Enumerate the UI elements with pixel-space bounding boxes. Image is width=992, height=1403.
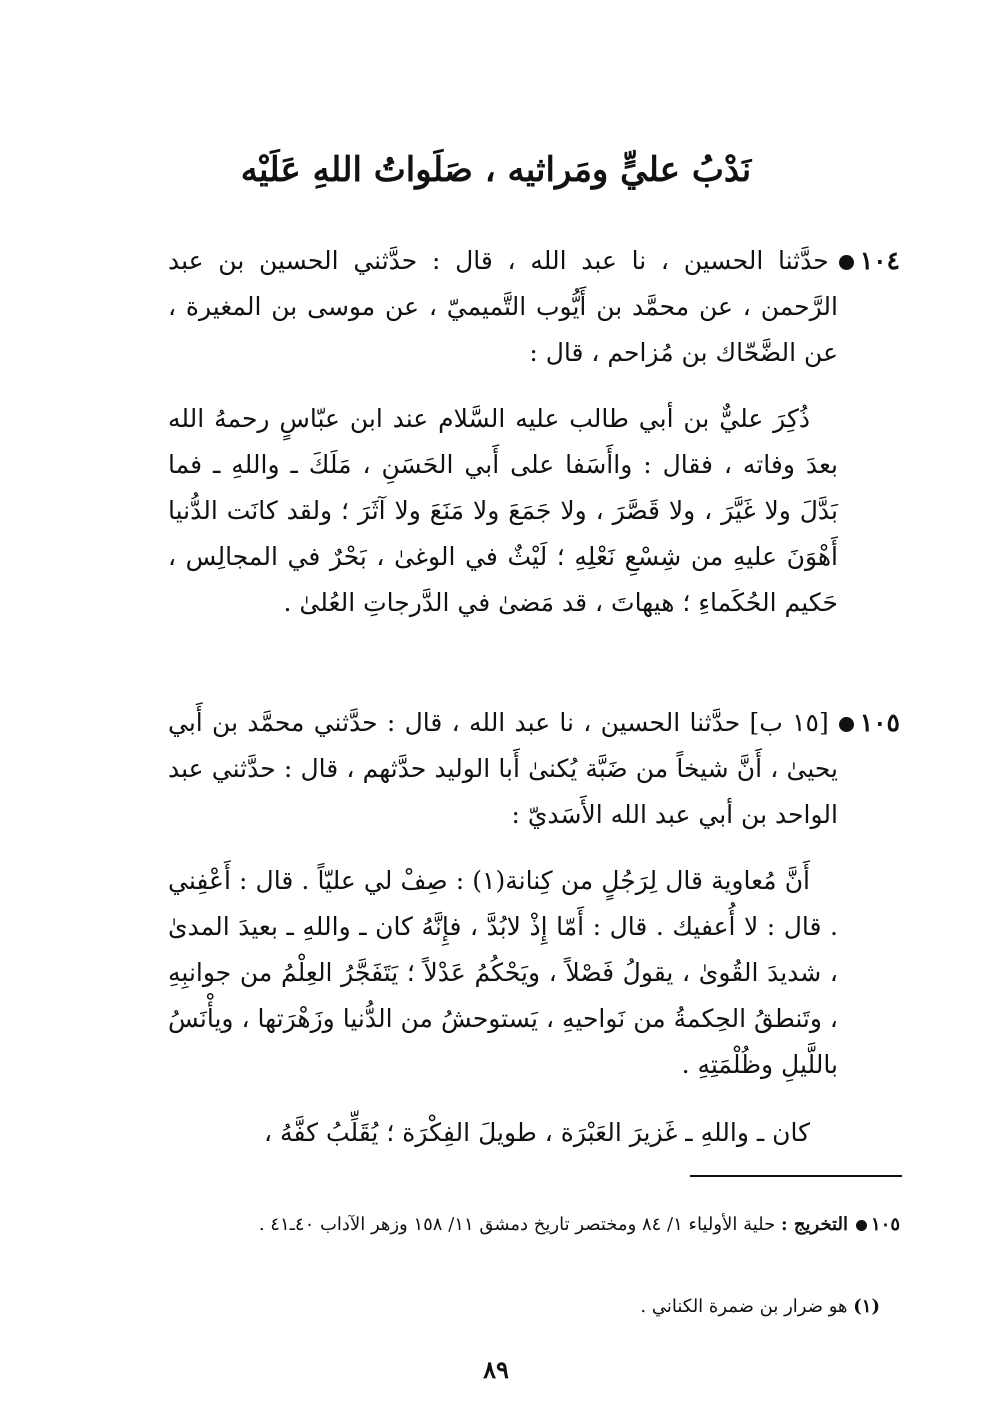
footnote-text: هو ضرار بن ضمرة الكناني . xyxy=(640,1296,848,1317)
entry-104-isnad-block xyxy=(168,238,900,376)
entry-105-isnad-block xyxy=(168,700,900,838)
entry-isnad: حدَّثنا الحسين ، نا عبد الله ، قال : حدَّثني الحسين بن عبد الرَّحمن ، عن محمَّد بن أَيُّوب التَّميميّ ، عن موسى بن المغيرة ، عن الضَّحّاك بن مُزاحم ، قال : xyxy=(168,246,838,367)
footnote-number: ١٠٥ xyxy=(870,1214,900,1235)
bullet-icon xyxy=(856,1220,867,1231)
entry-104-paragraph: ذُكِرَ عليٌّ بن أبي طالب عليه السَّلام عند ابن عبّاسٍ رحمهُ الله بعدَ وفاته ، فقال : واأَسَفا على أَبي الحَسَنِ ، مَلَكَ ـ واللهِ ـ فما بَدَّلَ ولا غَيَّرَ ، ولا قَصَّرَ ، ولا جَمَعَ ولا مَنَعَ ولا آثَرَ ؛ ولقد كانَت الدُّنيا أَهْوَنَ عليهِ من شِسْعِ نَعْلِهِ ؛ لَيْثٌ في الوغىٰ ، بَحْرٌ في المجالِس ، حَكيم الحُكَماءِ ؛ هيهاتَ ، قد مَضىٰ في الدَّرجاتِ العُلىٰ . xyxy=(168,404,838,617)
footnote-divider xyxy=(690,1175,902,1177)
entry-number: ١٠٥ xyxy=(859,708,900,737)
footnote-takhrij xyxy=(168,1208,900,1242)
entry-number: ١٠٤ xyxy=(859,246,900,275)
footnote-1 xyxy=(168,1290,880,1324)
bullet-icon xyxy=(839,717,854,732)
footnote-lead xyxy=(848,1214,900,1235)
entry-104-lead xyxy=(829,246,900,275)
entry-105-paragraph-1: أَنَّ مُعاوية قال لِرَجُلٍ من كِنانة(١) : صِفْ لي عليّاً . قال : أَعْفِني . قال : لا أُعفيك . قال : أَمّا إِذْ لابُدَّ ، فإِنَّهُ كان ـ واللهِ ـ بعيدَ المدىٰ ، شديدَ القُوىٰ ، يقولُ فَصْلاً ، ويَحْكُمُ عَدْلاً ؛ يَتَفَجَّرُ العِلْمُ من جوانبِهِ ، وتَنطقُ الحِكمةُ من نَواحيهِ ، يَستوحشُ من الدُّنيا وزَهْرَتها ، ويأْنَسُ باللَّيلِ وظُلْمَتِهِ . xyxy=(168,866,838,1079)
bullet-icon xyxy=(839,255,854,270)
chapter-title: نَدْبُ عليٍّ ومَراثيه ، صَلَواتُ اللهِ عَلَيْه xyxy=(240,150,752,190)
footnote-text: حلية الأولياء ١/ ٨٤ ومختصر تاريخ دمشق ١١/ ١٥٨ وزهر الآداب ٤٠ـ٤١ . xyxy=(258,1214,776,1235)
entry-isnad: [١٥ ب] حدَّثنا الحسين ، نا عبد الله ، قال : حدَّثني محمَّد بن أَبي يحيىٰ ، أَنَّ شيخاً من ضَبَّة يُكنىٰ أَبا الوليد حدَّثهم ، قال : حدَّثني عبد الواحد بن أبي عبد الله الأَسَديّ : xyxy=(168,708,838,829)
entry-105-lead xyxy=(829,708,900,737)
page-number: ٨٩ xyxy=(483,1355,509,1384)
entry-105-paragraph-2: كان ـ واللهِ ـ غَزيرَ العَبْرَة ، طويلَ الفِكْرَة ؛ يُقَلِّبُ كفَّهُ ، xyxy=(264,1118,810,1147)
footnote-number: (١) xyxy=(853,1296,880,1317)
footnote-label: التخريج : xyxy=(780,1214,848,1235)
